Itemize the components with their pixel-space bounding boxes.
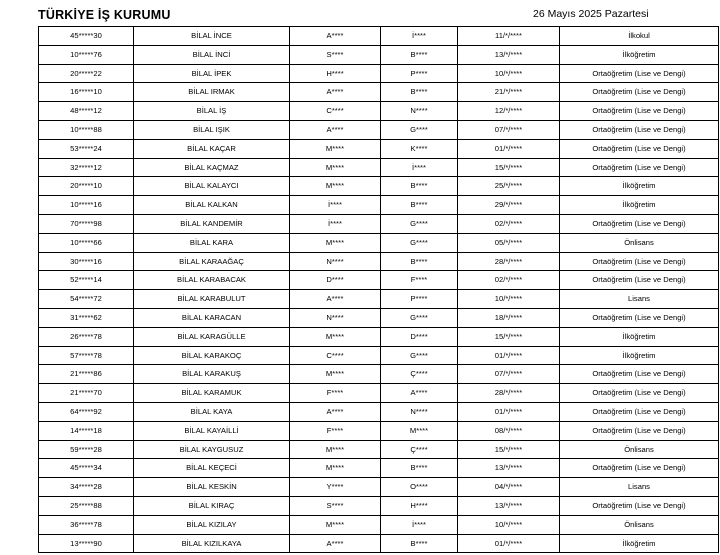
education-level-cell: İlköğretim: [560, 177, 719, 196]
education-level-cell: İlköğretim: [560, 45, 719, 64]
table-row: [39, 308, 719, 327]
birth-date-cell: 01/*/****: [458, 346, 560, 365]
education-level-cell: Ortaöğretim (Lise ve Dengi): [560, 459, 719, 478]
full-name-cell: BİLAL KARAAĞAÇ: [134, 252, 290, 271]
full-name-cell: BİLAL KARAGÜLLE: [134, 327, 290, 346]
applicant-table: [38, 26, 719, 553]
full-name-cell: BİLAL KARACAN: [134, 308, 290, 327]
birth-date-cell: 01/*/****: [458, 402, 560, 421]
education-level-cell: Lisans: [560, 478, 719, 497]
father-initial-cell: M****: [290, 515, 381, 534]
mother-initial-cell: P****: [381, 64, 458, 83]
full-name-cell: BİLAL KIRAÇ: [134, 496, 290, 515]
education-level-cell: Ortaöğretim (Lise ve Dengi): [560, 214, 719, 233]
table-row: [39, 515, 719, 534]
masked-id-cell: 34*****28: [39, 478, 134, 497]
father-initial-cell: C****: [290, 346, 381, 365]
father-initial-cell: A****: [290, 27, 381, 46]
birth-date-cell: 08/*/****: [458, 421, 560, 440]
mother-initial-cell: G****: [381, 346, 458, 365]
full-name-cell: BİLAL KAYA: [134, 402, 290, 421]
father-initial-cell: N****: [290, 252, 381, 271]
masked-id-cell: 59*****28: [39, 440, 134, 459]
education-level-cell: Ortaöğretim (Lise ve Dengi): [560, 102, 719, 121]
education-level-cell: Ortaöğretim (Lise ve Dengi): [560, 496, 719, 515]
masked-id-cell: 10*****66: [39, 233, 134, 252]
education-level-cell: Ortaöğretim (Lise ve Dengi): [560, 120, 719, 139]
full-name-cell: BİLAL KAÇAR: [134, 139, 290, 158]
mother-initial-cell: G****: [381, 120, 458, 139]
birth-date-cell: 18/*/****: [458, 308, 560, 327]
masked-id-cell: 20*****10: [39, 177, 134, 196]
masked-id-cell: 21*****70: [39, 384, 134, 403]
masked-id-cell: 32*****12: [39, 158, 134, 177]
table-row: [39, 139, 719, 158]
education-level-cell: Ortaöğretim (Lise ve Dengi): [560, 139, 719, 158]
mother-initial-cell: Ç****: [381, 365, 458, 384]
mother-initial-cell: B****: [381, 177, 458, 196]
full-name-cell: BİLAL KAÇMAZ: [134, 158, 290, 177]
table-row: [39, 402, 719, 421]
education-level-cell: Önlisans: [560, 515, 719, 534]
birth-date-cell: 21/*/****: [458, 83, 560, 102]
father-initial-cell: M****: [290, 233, 381, 252]
father-initial-cell: F****: [290, 384, 381, 403]
birth-date-cell: 15/*/****: [458, 327, 560, 346]
table-row: [39, 233, 719, 252]
father-initial-cell: A****: [290, 402, 381, 421]
father-initial-cell: N****: [290, 308, 381, 327]
masked-id-cell: 36*****78: [39, 515, 134, 534]
full-name-cell: BİLAL KARABULUT: [134, 290, 290, 309]
education-level-cell: Lisans: [560, 290, 719, 309]
birth-date-cell: 11/*/****: [458, 27, 560, 46]
masked-id-cell: 10*****88: [39, 120, 134, 139]
birth-date-cell: 25/*/****: [458, 177, 560, 196]
table-row: [39, 102, 719, 121]
birth-date-cell: 13/*/****: [458, 496, 560, 515]
birth-date-cell: 15/*/****: [458, 440, 560, 459]
full-name-cell: BİLAL KESKİN: [134, 478, 290, 497]
full-name-cell: BİLAL İNCE: [134, 27, 290, 46]
father-initial-cell: İ****: [290, 214, 381, 233]
father-initial-cell: S****: [290, 496, 381, 515]
full-name-cell: BİLAL KARA: [134, 233, 290, 252]
birth-date-cell: 29/*/****: [458, 196, 560, 215]
masked-id-cell: 54*****72: [39, 290, 134, 309]
table-row: [39, 290, 719, 309]
mother-initial-cell: G****: [381, 214, 458, 233]
table-row: [39, 459, 719, 478]
full-name-cell: BİLAL KALAYCI: [134, 177, 290, 196]
mother-initial-cell: P****: [381, 290, 458, 309]
full-name-cell: BİLAL KALKAN: [134, 196, 290, 215]
table-row: [39, 384, 719, 403]
mother-initial-cell: B****: [381, 252, 458, 271]
table-row: [39, 158, 719, 177]
mother-initial-cell: İ****: [381, 515, 458, 534]
masked-id-cell: 45*****30: [39, 27, 134, 46]
table-row: [39, 64, 719, 83]
mother-initial-cell: M****: [381, 421, 458, 440]
full-name-cell: BİLAL İŞ: [134, 102, 290, 121]
mother-initial-cell: B****: [381, 459, 458, 478]
education-level-cell: Ortaöğretim (Lise ve Dengi): [560, 365, 719, 384]
mother-initial-cell: B****: [381, 534, 458, 553]
mother-initial-cell: H****: [381, 496, 458, 515]
full-name-cell: BİLAL KARAMUK: [134, 384, 290, 403]
mother-initial-cell: İ****: [381, 158, 458, 177]
masked-id-cell: 48*****12: [39, 102, 134, 121]
full-name-cell: BİLAL KARAKUŞ: [134, 365, 290, 384]
table-row: [39, 421, 719, 440]
education-level-cell: İlköğretim: [560, 534, 719, 553]
education-level-cell: Ortaöğretim (Lise ve Dengi): [560, 271, 719, 290]
education-level-cell: Önlisans: [560, 440, 719, 459]
birth-date-cell: 13/*/****: [458, 45, 560, 64]
masked-id-cell: 16*****10: [39, 83, 134, 102]
mother-initial-cell: B****: [381, 196, 458, 215]
birth-date-cell: 15/*/****: [458, 158, 560, 177]
education-level-cell: Ortaöğretim (Lise ve Dengi): [560, 252, 719, 271]
father-initial-cell: M****: [290, 440, 381, 459]
father-initial-cell: C****: [290, 102, 381, 121]
birth-date-cell: 05/*/****: [458, 233, 560, 252]
masked-id-cell: 57*****78: [39, 346, 134, 365]
father-initial-cell: M****: [290, 327, 381, 346]
father-initial-cell: A****: [290, 83, 381, 102]
full-name-cell: BİLAL İPEK: [134, 64, 290, 83]
table-row: [39, 327, 719, 346]
birth-date-cell: 07/*/****: [458, 120, 560, 139]
table-row: [39, 271, 719, 290]
table-row: [39, 534, 719, 553]
education-level-cell: Önlisans: [560, 233, 719, 252]
masked-id-cell: 26*****78: [39, 327, 134, 346]
full-name-cell: BİLAL KARAKOÇ: [134, 346, 290, 365]
masked-id-cell: 31*****62: [39, 308, 134, 327]
masked-id-cell: 21*****86: [39, 365, 134, 384]
table-row: [39, 496, 719, 515]
organization-title: TÜRKİYE İŞ KURUMU: [38, 8, 171, 22]
masked-id-cell: 10*****16: [39, 196, 134, 215]
table-row: [39, 478, 719, 497]
father-initial-cell: İ****: [290, 196, 381, 215]
report-date: 26 Mayıs 2025 Pazartesi: [533, 8, 649, 20]
birth-date-cell: 10/*/****: [458, 515, 560, 534]
education-level-cell: İlköğretim: [560, 346, 719, 365]
table-row: [39, 196, 719, 215]
education-level-cell: Ortaöğretim (Lise ve Dengi): [560, 421, 719, 440]
full-name-cell: BİLAL KANDEMİR: [134, 214, 290, 233]
masked-id-cell: 25*****88: [39, 496, 134, 515]
education-level-cell: Ortaöğretim (Lise ve Dengi): [560, 83, 719, 102]
father-initial-cell: S****: [290, 45, 381, 64]
father-initial-cell: M****: [290, 459, 381, 478]
masked-id-cell: 30*****16: [39, 252, 134, 271]
birth-date-cell: 28/*/****: [458, 384, 560, 403]
full-name-cell: BİLAL KIZILKAYA: [134, 534, 290, 553]
birth-date-cell: 02/*/****: [458, 214, 560, 233]
mother-initial-cell: G****: [381, 233, 458, 252]
father-initial-cell: F****: [290, 421, 381, 440]
father-initial-cell: M****: [290, 365, 381, 384]
table-row: [39, 177, 719, 196]
masked-id-cell: 20*****22: [39, 64, 134, 83]
mother-initial-cell: B****: [381, 45, 458, 64]
father-initial-cell: Y****: [290, 478, 381, 497]
birth-date-cell: 12/*/****: [458, 102, 560, 121]
table-row: [39, 83, 719, 102]
mother-initial-cell: Ç****: [381, 440, 458, 459]
education-level-cell: İlköğretim: [560, 327, 719, 346]
full-name-cell: BİLAL KAYGUSUZ: [134, 440, 290, 459]
education-level-cell: Ortaöğretim (Lise ve Dengi): [560, 158, 719, 177]
birth-date-cell: 13/*/****: [458, 459, 560, 478]
mother-initial-cell: B****: [381, 83, 458, 102]
mother-initial-cell: D****: [381, 327, 458, 346]
mother-initial-cell: F****: [381, 271, 458, 290]
birth-date-cell: 01/*/****: [458, 534, 560, 553]
page-header: [0, 0, 720, 26]
full-name-cell: BİLAL KAYAİLLİ: [134, 421, 290, 440]
birth-date-cell: 10/*/****: [458, 290, 560, 309]
father-initial-cell: M****: [290, 177, 381, 196]
father-initial-cell: M****: [290, 158, 381, 177]
full-name-cell: BİLAL IŞIK: [134, 120, 290, 139]
mother-initial-cell: N****: [381, 402, 458, 421]
birth-date-cell: 04/*/****: [458, 478, 560, 497]
education-level-cell: Ortaöğretim (Lise ve Dengi): [560, 64, 719, 83]
table-row: [39, 346, 719, 365]
table-row: [39, 120, 719, 139]
mother-initial-cell: İ****: [381, 27, 458, 46]
father-initial-cell: M****: [290, 139, 381, 158]
table-row: [39, 45, 719, 64]
education-level-cell: İlköğretim: [560, 196, 719, 215]
masked-id-cell: 10*****76: [39, 45, 134, 64]
masked-id-cell: 13*****90: [39, 534, 134, 553]
education-level-cell: Ortaöğretim (Lise ve Dengi): [560, 308, 719, 327]
birth-date-cell: 07/*/****: [458, 365, 560, 384]
full-name-cell: BİLAL KARABACAK: [134, 271, 290, 290]
education-level-cell: Ortaöğretim (Lise ve Dengi): [560, 384, 719, 403]
birth-date-cell: 28/*/****: [458, 252, 560, 271]
table-row: [39, 252, 719, 271]
full-name-cell: BİLAL KEÇECİ: [134, 459, 290, 478]
education-level-cell: İlkokul: [560, 27, 719, 46]
masked-id-cell: 70*****98: [39, 214, 134, 233]
full-name-cell: BİLAL KIZILAY: [134, 515, 290, 534]
applicant-table-body: [39, 27, 719, 553]
mother-initial-cell: A****: [381, 384, 458, 403]
masked-id-cell: 14*****18: [39, 421, 134, 440]
full-name-cell: BİLAL İNCİ: [134, 45, 290, 64]
mother-initial-cell: O****: [381, 478, 458, 497]
masked-id-cell: 64*****92: [39, 402, 134, 421]
birth-date-cell: 10/*/****: [458, 64, 560, 83]
masked-id-cell: 52*****14: [39, 271, 134, 290]
birth-date-cell: 02/*/****: [458, 271, 560, 290]
father-initial-cell: A****: [290, 120, 381, 139]
father-initial-cell: A****: [290, 290, 381, 309]
table-row: [39, 365, 719, 384]
table-row: [39, 27, 719, 46]
full-name-cell: BİLAL IRMAK: [134, 83, 290, 102]
father-initial-cell: D****: [290, 271, 381, 290]
masked-id-cell: 53*****24: [39, 139, 134, 158]
table-row: [39, 214, 719, 233]
mother-initial-cell: K****: [381, 139, 458, 158]
education-level-cell: Ortaöğretim (Lise ve Dengi): [560, 402, 719, 421]
father-initial-cell: A****: [290, 534, 381, 553]
mother-initial-cell: N****: [381, 102, 458, 121]
masked-id-cell: 45*****34: [39, 459, 134, 478]
mother-initial-cell: G****: [381, 308, 458, 327]
table-row: [39, 440, 719, 459]
birth-date-cell: 01/*/****: [458, 139, 560, 158]
father-initial-cell: H****: [290, 64, 381, 83]
